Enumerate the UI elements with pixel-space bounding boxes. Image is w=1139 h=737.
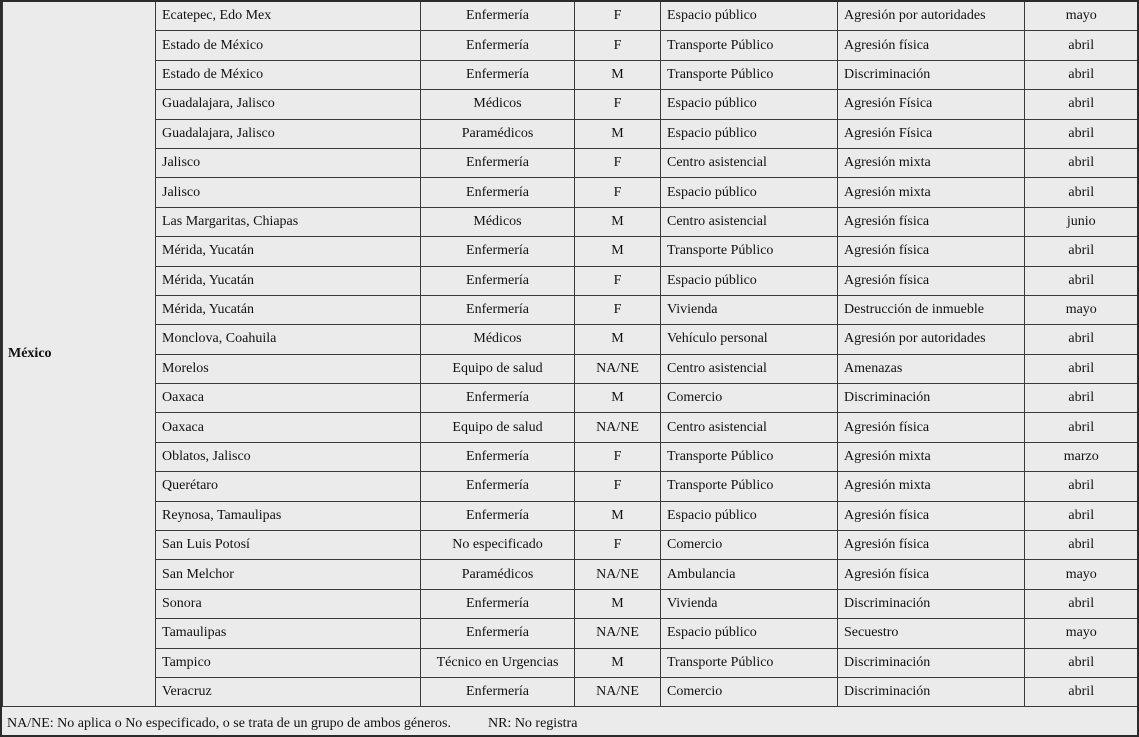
cell-location: San Luis Potosí	[156, 531, 421, 560]
cell-staff: Enfermería	[421, 619, 575, 648]
cell-sex: M	[575, 589, 661, 618]
table-row	[3, 619, 1138, 648]
cell-aggression-type: Agresión por autoridades	[838, 2, 1025, 31]
cell-month: junio	[1025, 207, 1138, 236]
cell-location: Sonora	[156, 589, 421, 618]
cell-staff: Enfermería	[421, 501, 575, 530]
cell-sex: M	[575, 648, 661, 677]
cell-month: abril	[1025, 354, 1138, 383]
cell-month: abril	[1025, 325, 1138, 354]
cell-staff: Técnico en Urgencias	[421, 648, 575, 677]
cell-staff: Médicos	[421, 325, 575, 354]
cell-month: mayo	[1025, 619, 1138, 648]
cell-staff: Enfermería	[421, 384, 575, 413]
cell-location: Oaxaca	[156, 413, 421, 442]
cell-month: abril	[1025, 148, 1138, 177]
cell-staff: No especificado	[421, 531, 575, 560]
cell-aggression-type: Discriminación	[838, 384, 1025, 413]
table-row	[3, 266, 1138, 295]
cell-sex: M	[575, 60, 661, 89]
table-row	[3, 2, 1138, 31]
cell-staff: Enfermería	[421, 677, 575, 706]
cell-month: abril	[1025, 60, 1138, 89]
cell-month: abril	[1025, 178, 1138, 207]
cell-aggression-type: Agresión por autoridades	[838, 325, 1025, 354]
cell-aggression-type: Agresión mixta	[838, 178, 1025, 207]
cell-sex: NA/NE	[575, 677, 661, 706]
cell-place: Espacio público	[661, 619, 838, 648]
cell-month: abril	[1025, 237, 1138, 266]
cell-location: Oaxaca	[156, 384, 421, 413]
cell-place: Vehículo personal	[661, 325, 838, 354]
cell-sex: M	[575, 119, 661, 148]
cell-place: Centro asistencial	[661, 148, 838, 177]
cell-place: Espacio público	[661, 2, 838, 31]
cell-month: abril	[1025, 531, 1138, 560]
table-row	[3, 31, 1138, 60]
cell-place: Centro asistencial	[661, 354, 838, 383]
cell-sex: F	[575, 472, 661, 501]
cell-location: Veracruz	[156, 677, 421, 706]
cell-aggression-type: Agresión mixta	[838, 148, 1025, 177]
cell-sex: M	[575, 325, 661, 354]
cell-aggression-type: Agresión mixta	[838, 472, 1025, 501]
cell-aggression-type: Agresión física	[838, 237, 1025, 266]
cell-place: Transporte Público	[661, 442, 838, 471]
cell-staff: Enfermería	[421, 295, 575, 324]
cell-sex: F	[575, 295, 661, 324]
cell-staff: Enfermería	[421, 148, 575, 177]
cell-sex: NA/NE	[575, 560, 661, 589]
cell-staff: Médicos	[421, 90, 575, 119]
cell-sex: F	[575, 178, 661, 207]
cell-sex: NA/NE	[575, 413, 661, 442]
table-row	[3, 589, 1138, 618]
cell-staff: Paramédicos	[421, 119, 575, 148]
cell-month: abril	[1025, 589, 1138, 618]
cell-staff: Equipo de salud	[421, 413, 575, 442]
cell-month: mayo	[1025, 560, 1138, 589]
cell-sex: F	[575, 266, 661, 295]
cell-month: abril	[1025, 472, 1138, 501]
table-row	[3, 531, 1138, 560]
cell-aggression-type: Agresión física	[838, 560, 1025, 589]
cell-place: Vivienda	[661, 589, 838, 618]
cell-place: Espacio público	[661, 266, 838, 295]
cell-month: abril	[1025, 266, 1138, 295]
cell-place: Transporte Público	[661, 648, 838, 677]
footnote-nane: NA/NE: No aplica o No especificado, o se trata de un grupo de ambos géneros.	[7, 716, 451, 732]
cell-location: Mérida, Yucatán	[156, 266, 421, 295]
cell-place: Espacio público	[661, 90, 838, 119]
cell-month: marzo	[1025, 442, 1138, 471]
cell-place: Comercio	[661, 531, 838, 560]
cell-place: Ambulancia	[661, 560, 838, 589]
cell-location: Mérida, Yucatán	[156, 295, 421, 324]
table-footnote	[2, 707, 1137, 732]
table-row	[3, 295, 1138, 324]
cell-sex: M	[575, 501, 661, 530]
cell-staff: Equipo de salud	[421, 354, 575, 383]
cell-location: Tampico	[156, 648, 421, 677]
cell-location: Reynosa, Tamaulipas	[156, 501, 421, 530]
cell-staff: Enfermería	[421, 2, 575, 31]
cell-staff: Enfermería	[421, 31, 575, 60]
cell-sex: NA/NE	[575, 354, 661, 383]
cell-location: Mérida, Yucatán	[156, 237, 421, 266]
cell-sex: F	[575, 531, 661, 560]
table-row	[3, 207, 1138, 236]
cell-place: Centro asistencial	[661, 413, 838, 442]
cell-aggression-type: Agresión física	[838, 413, 1025, 442]
cell-location: Querétaro	[156, 472, 421, 501]
footnote-nr: NR: No registra	[487, 716, 578, 732]
cell-sex: F	[575, 31, 661, 60]
cell-staff: Enfermería	[421, 589, 575, 618]
cell-month: abril	[1025, 677, 1138, 706]
cell-location: Guadalajara, Jalisco	[156, 119, 421, 148]
table-row	[3, 148, 1138, 177]
cell-aggression-type: Agresión mixta	[838, 442, 1025, 471]
cell-staff: Enfermería	[421, 60, 575, 89]
cell-month: abril	[1025, 119, 1138, 148]
table-row	[3, 413, 1138, 442]
cell-month: mayo	[1025, 2, 1138, 31]
cell-month: abril	[1025, 90, 1138, 119]
incidents-table	[2, 2, 1138, 707]
cell-aggression-type: Discriminación	[838, 677, 1025, 706]
cell-place: Transporte Público	[661, 60, 838, 89]
cell-location: Estado de México	[156, 60, 421, 89]
cell-aggression-type: Secuestro	[838, 619, 1025, 648]
cell-aggression-type: Amenazas	[838, 354, 1025, 383]
cell-sex: NA/NE	[575, 619, 661, 648]
cell-aggression-type: Agresión Física	[838, 90, 1025, 119]
table-row	[3, 354, 1138, 383]
cell-location: San Melchor	[156, 560, 421, 589]
cell-place: Espacio público	[661, 501, 838, 530]
cell-staff: Enfermería	[421, 266, 575, 295]
cell-aggression-type: Discriminación	[838, 648, 1025, 677]
cell-place: Centro asistencial	[661, 207, 838, 236]
cell-staff: Enfermería	[421, 178, 575, 207]
cell-month: abril	[1025, 648, 1138, 677]
cell-place: Comercio	[661, 384, 838, 413]
table-row	[3, 60, 1138, 89]
cell-aggression-type: Agresión física	[838, 531, 1025, 560]
cell-sex: F	[575, 2, 661, 31]
cell-staff: Enfermería	[421, 442, 575, 471]
cell-place: Vivienda	[661, 295, 838, 324]
cell-sex: F	[575, 90, 661, 119]
cell-location: Monclova, Coahuila	[156, 325, 421, 354]
cell-month: abril	[1025, 384, 1138, 413]
table-row	[3, 384, 1138, 413]
cell-sex: M	[575, 384, 661, 413]
table-row	[3, 472, 1138, 501]
cell-location: Guadalajara, Jalisco	[156, 90, 421, 119]
table-row	[3, 178, 1138, 207]
cell-month: abril	[1025, 413, 1138, 442]
table-row	[3, 237, 1138, 266]
cell-place: Transporte Público	[661, 31, 838, 60]
cell-month: abril	[1025, 31, 1138, 60]
cell-aggression-type: Destrucción de inmueble	[838, 295, 1025, 324]
cell-aggression-type: Agresión física	[838, 31, 1025, 60]
cell-place: Espacio público	[661, 119, 838, 148]
table-row	[3, 325, 1138, 354]
table-row	[3, 119, 1138, 148]
cell-place: Espacio público	[661, 178, 838, 207]
cell-aggression-type: Agresión física	[838, 501, 1025, 530]
cell-aggression-type: Agresión física	[838, 266, 1025, 295]
table-body	[3, 2, 1138, 707]
cell-location: Las Margaritas, Chiapas	[156, 207, 421, 236]
cell-location: Tamaulipas	[156, 619, 421, 648]
cell-country: México	[3, 2, 156, 707]
cell-aggression-type: Discriminación	[838, 60, 1025, 89]
cell-place: Transporte Público	[661, 237, 838, 266]
cell-sex: F	[575, 442, 661, 471]
cell-sex: F	[575, 148, 661, 177]
cell-staff: Enfermería	[421, 237, 575, 266]
cell-aggression-type: Discriminación	[838, 589, 1025, 618]
table-row	[3, 648, 1138, 677]
cell-aggression-type: Agresión física	[838, 207, 1025, 236]
cell-staff: Enfermería	[421, 472, 575, 501]
cell-location: Ecatepec, Edo Mex	[156, 2, 421, 31]
cell-place: Comercio	[661, 677, 838, 706]
cell-location: Morelos	[156, 354, 421, 383]
cell-staff: Médicos	[421, 207, 575, 236]
cell-location: Estado de México	[156, 31, 421, 60]
cell-location: Jalisco	[156, 148, 421, 177]
cell-sex: M	[575, 207, 661, 236]
table-row	[3, 442, 1138, 471]
table-row	[3, 560, 1138, 589]
cell-sex: M	[575, 237, 661, 266]
cell-location: Jalisco	[156, 178, 421, 207]
table-row	[3, 90, 1138, 119]
cell-aggression-type: Agresión Física	[838, 119, 1025, 148]
cell-location: Oblatos, Jalisco	[156, 442, 421, 471]
table-row	[3, 677, 1138, 706]
cell-staff: Paramédicos	[421, 560, 575, 589]
cell-month: mayo	[1025, 295, 1138, 324]
cell-place: Transporte Público	[661, 472, 838, 501]
table-row	[3, 501, 1138, 530]
cell-month: abril	[1025, 501, 1138, 530]
